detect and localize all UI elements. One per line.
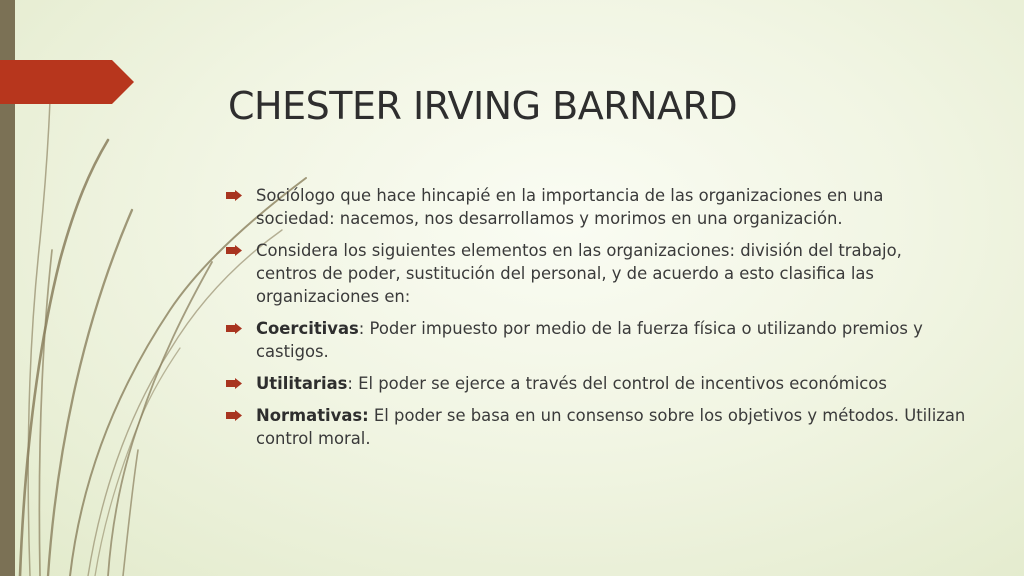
bullet-text: El poder se basa en un consenso sobre los objetivos y métodos. Utilizan control moral. [256,406,966,448]
bullet-item [226,404,966,450]
arrow-bullet-icon [226,323,242,334]
bullet-item [226,317,966,363]
slide-title: CHESTER IRVING BARNARD [228,84,738,128]
bullet-text: : Poder impuesto por medio de la fuerza física o utilizando premios y castigos. [256,319,923,361]
bullet-text: Sociólogo que hace hincapié en la importancia de las organizaciones en una sociedad: nacemos, nos desarrollamos y morimos en una organización. [256,186,884,228]
bullet-term: Normativas: [256,406,369,425]
arrow-bullet-icon [226,410,242,421]
bullet-item [226,372,966,395]
arrow-bullet-icon [226,378,242,389]
bullet-text: Considera los siguientes elementos en las organizaciones: división del trabajo, centros de poder, sustitución del personal, y de acuerdo a esto clasifica las organizaciones en: [256,241,902,306]
arrow-bullet-icon [226,245,242,256]
bullet-list [226,184,966,459]
bullet-term: Utilitarias [256,374,348,393]
title-accent-tab [0,60,134,104]
arrow-bullet-icon [226,190,242,201]
bullet-item [226,239,966,308]
bullet-text: : El poder se ejerce a través del control de incentivos económicos [347,374,887,393]
bullet-item [226,184,966,230]
bullet-term: Coercitivas [256,319,359,338]
